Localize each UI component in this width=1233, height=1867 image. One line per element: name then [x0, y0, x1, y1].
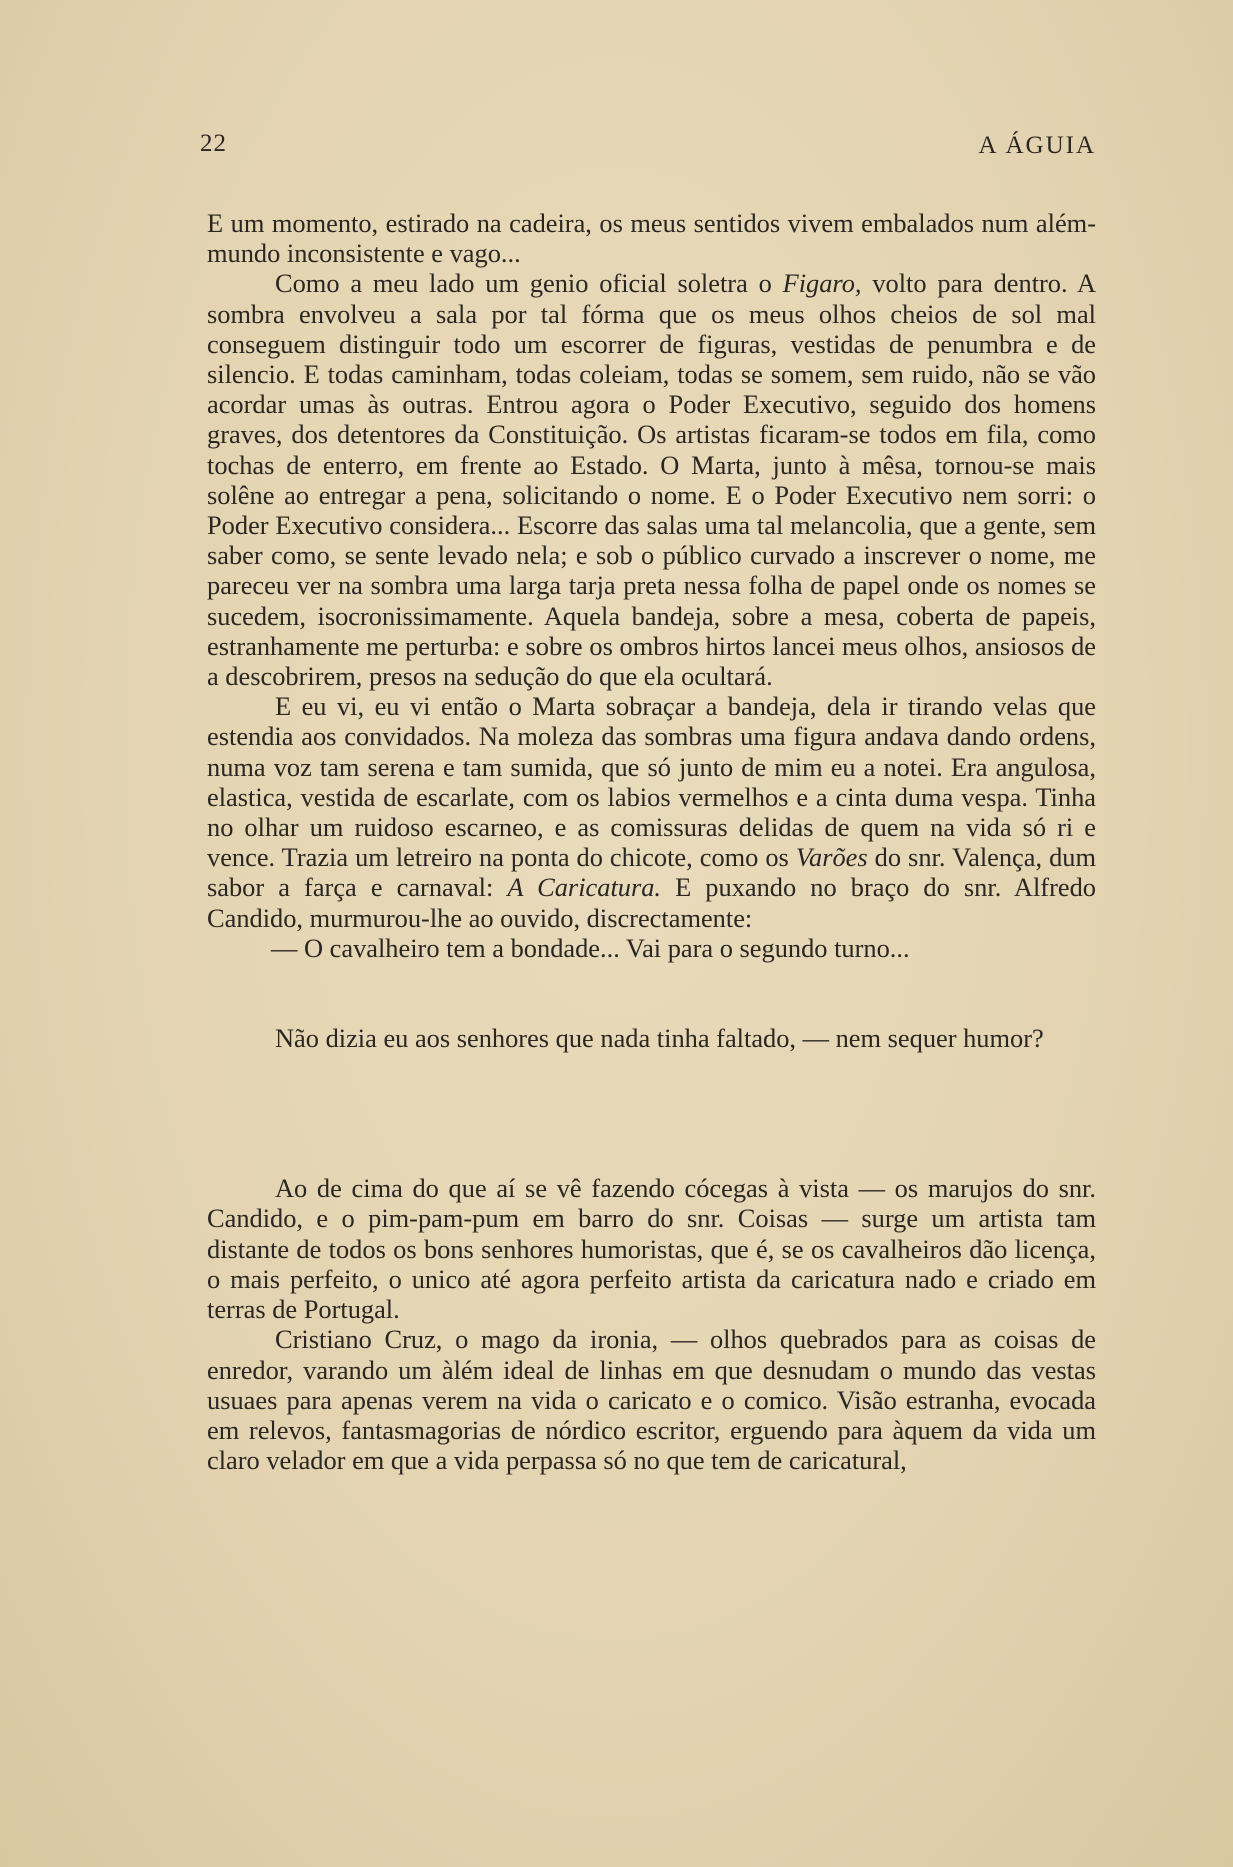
paragraph-3-text-a: E eu vi, eu vi então o Marta sobraçar a bandeja, dela ir tirando velas que estendia aos convidados. Na moleza das sombras uma figura andava dando ordens, numa voz tam serena e tam sumida, que só junto de mim eu a notei. Era angulosa, elastica, vestida de escarlate, com os labios vermelhos e a cinta duma vespa. Tinha no olhar um ruidoso escarneo, e as comissuras delidas de quem na vida só ri e vence. Trazia um letreiro na ponta do chicote, como os — [207, 691, 1096, 873]
figaro-title: Figaro, — [782, 268, 862, 299]
paragraph-2 — [207, 268, 1096, 691]
a-caricatura-title: A Caricatura. — [507, 872, 662, 903]
paragraph-2-text-a: Como a meu lado um genio oficial soletra o — [275, 268, 783, 299]
paragraph-1 — [207, 208, 1096, 268]
body-text — [207, 208, 1096, 1475]
running-head — [200, 130, 1096, 164]
paragraph-3 — [207, 691, 1096, 933]
dialogue-text: — O cavalheiro tem a bondade... Vai para o segundo turno... — [271, 932, 910, 963]
varoes-title: Varões — [795, 842, 868, 873]
paragraph-5-text: Não dizia eu aos senhores que nada tinha faltado, — nem sequer humor? — [275, 1023, 1044, 1054]
paragraph-3-text-c: E puxando no braço do snr. Alfredo Candido, murmurou-lhe ao ouvido, discrectamente: — [207, 872, 1096, 933]
journal-title: A ÁGUIA — [978, 132, 1096, 159]
paragraph-6 — [207, 1173, 1096, 1324]
paragraph-5 — [207, 1023, 1096, 1053]
paragraph-3-text-b: do snr. Valença, dum sabor a farça e carnaval: — [207, 842, 1096, 903]
page-number: 22 — [200, 130, 227, 157]
paragraph-7 — [207, 1324, 1096, 1475]
dialogue-line — [207, 933, 1096, 963]
paragraph-1-text: E um momento, estirado na cadeira, os meus sentidos vivem embalados num além-mundo inconsistente e vago... — [207, 208, 1096, 269]
paragraph-2-text-b: volto para dentro. A sombra envolveu a sala por tal fórma que os meus olhos cheios de sol mal conseguem distinguir todo um escorrer de figuras, vestidas de penumbra e de silencio. E todas caminham, todas coleiam, todas se somem, sem ruido, não se vão acordar umas às outras. Entrou agora o Poder Executivo, seguido dos homens graves, dos detentores da Constituição. Os artistas ficaram-se todos em fila, como tochas de enterro, em frente ao Estado. O Marta, junto à mêsa, tornou-se mais solêne ao entregar a pena, solicitando o nome. E o Poder Executivo nem sorri: o Poder Executivo considera... Escorre das salas uma tal melancolia, que a gente, sem saber como, se sente levado nela; e sob o público curvado a inscrever o nome, me pareceu ver na sombra uma larga tarja preta nessa folha de papel onde os nomes se sucedem, isocronissimamente. Aquela bandeja, sobre a mesa, coberta de papeis, estranhamente me perturba: e sobre os ombros hirtos lancei meus olhos, ansiosos de a descobrirem, presos na sedução do que ela ocultará. — [207, 268, 1097, 692]
paragraph-7-text: Cristiano Cruz, o mago da ironia, — olhos quebrados para as coisas de enredor, varando um àlém ideal de linhas em que desnudam o mundo das vestas usuaes para apenas verem na vida o caricato e o comico. Visão estranha, evocada em relevos, fantasmagorias de nórdico escritor, erguendo para àquem da vida um claro velador em que a vida perpassa só no que tem de caricatural, — [207, 1324, 1096, 1476]
paragraph-6-text: Ao de cima do que aí se vê fazendo cócegas à vista — os marujos do snr. Candido, e o pim-pam-pum em barro do snr. Coisas — surge um artista tam distante de todos os bons senhores humoristas, que é, se os cavalheiros dão licença, o mais perfeito, o unico até agora perfeito artista da caricatura nado e criado em terras de Portugal. — [207, 1173, 1096, 1325]
